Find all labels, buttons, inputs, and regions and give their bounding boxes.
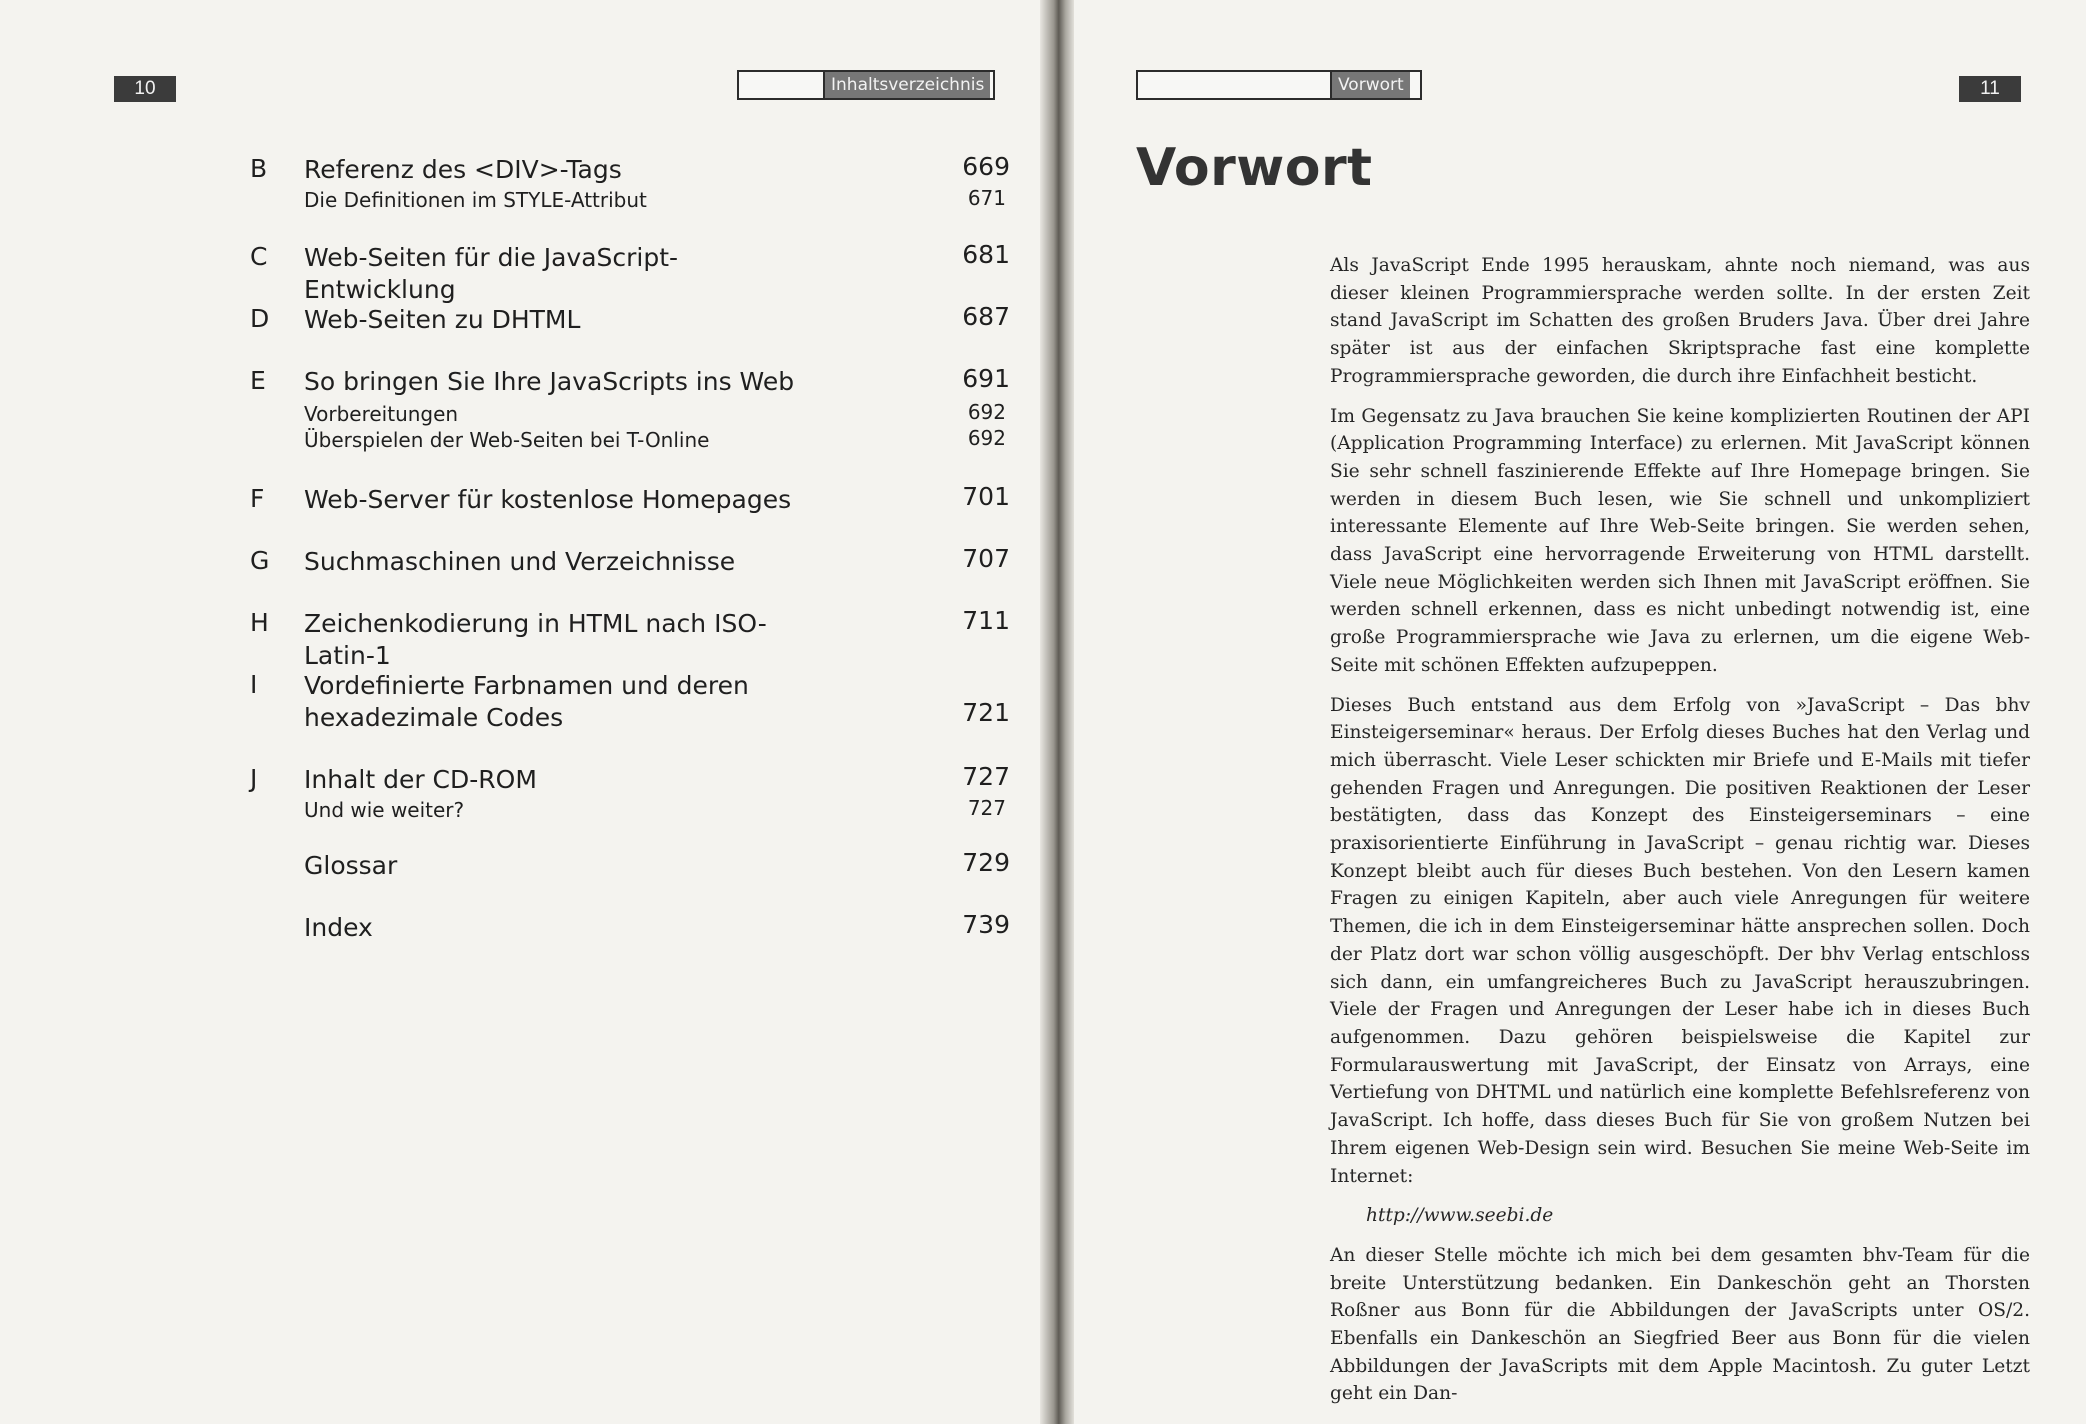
toc-sub-page: 727	[967, 796, 1006, 820]
toc-title: Web-Seiten für die JavaScript-Entwicklung	[304, 243, 679, 304]
running-head-label: Vorwort	[1330, 72, 1410, 98]
website-url: http://www.seebi.de	[1366, 1205, 1554, 1227]
toc-title: Inhalt der CD-ROM	[304, 765, 537, 794]
toc-letter: I	[250, 670, 258, 699]
toc-sub-page: 692	[967, 400, 1006, 424]
paragraph: Dieses Buch entstand aus dem Erfolg von »JavaScript – Das bhv Einsteigerseminar« heraus. Der Erfolg dieses Buches hat den Verlag und mich überrascht. Viele Leser schickten mir Briefe und E-Mails mit tiefer gehenden Fragen und Anregungen. Die positiven Reaktionen der Leser bestätigten, dass das Konzept des Einsteigerseminars – eine praxisorientierte Einführung in JavaScript – genau richtig war. Dieses Konzept bleibt auch für dieses Buch bestehen. Von den Lesern kamen Fragen zu einigen Kapiteln, aber auch viele Anregungen für weitere Themen, die ich in dem Einsteigerseminar hätte ansprechen sollen. Doch der Platz dort war schon völlig ausgeschöpft. Der bhv Verlag entschloss sich dann, ein umfangreicheres Buch zu JavaScript herauszubringen. Viele der Fragen und Anregungen der Leser habe ich in dieses Buch aufgenommen. Dazu gehören beispielsweise die Kapitel zur Formularauswertung mit JavaScript, der Einsatz von Arrays, eine Vertiefung von DHTML und natürlich eine komplette Befehlsreferenz von JavaScript. Ich hoffe, dass dieses Buch für Sie von großem Nutzen bei Ihrem eigenen Web-Design sein wird. Besuchen Sie meine Web-Seite im Internet:	[1330, 694, 2030, 1187]
toc-letter: F	[250, 484, 265, 513]
toc-title: Index	[304, 913, 373, 942]
toc-title: Glossar	[304, 851, 398, 880]
toc-letter: E	[250, 366, 266, 395]
toc-page: 739	[962, 910, 1010, 939]
toc-page: 691	[962, 364, 1010, 393]
right-page	[1074, 0, 2086, 1424]
toc-sub-title: Vorbereitungen	[304, 402, 459, 426]
page-number-right: 11	[1959, 76, 2021, 102]
toc-page: 721	[962, 698, 1010, 727]
toc-page: 701	[962, 482, 1010, 511]
running-head-blank	[1138, 72, 1330, 98]
running-head-label: Inhaltsverzeichnis	[823, 72, 990, 98]
toc-sub-page: 671	[967, 186, 1006, 210]
paragraph: Als JavaScript Ende 1995 herauskam, ahnte noch niemand, was aus dieser kleinen Programmiersprache werden sollte. In der ersten Zeit stand JavaScript im Schatten des großen Bruders Java. Über drei Jahre später ist aus der einfachen Skriptsprache fast eine komplette Programmiersprache geworden, die durch ihre Einfachheit besticht.	[1330, 255, 2030, 387]
toc-title: So bringen Sie Ihre JavaScripts ins Web	[304, 367, 795, 396]
toc-sub-title: Überspielen der Web-Seiten bei T-Online	[304, 428, 710, 452]
toc-sub-page: 692	[967, 426, 1006, 450]
toc-page: 711	[962, 606, 1010, 635]
toc-page: 687	[962, 302, 1010, 331]
toc-letter: D	[250, 304, 270, 333]
toc-title: Suchmaschinen und Verzeichnisse	[304, 547, 736, 576]
toc-title: Referenz des <DIV>-Tags	[304, 155, 622, 184]
running-head-left	[737, 70, 995, 100]
running-head-blank	[739, 72, 823, 98]
toc-title: Zeichenkodierung in HTML nach ISO-Latin-1	[304, 609, 767, 670]
book-gutter	[1040, 0, 1074, 1424]
toc-page: 707	[962, 544, 1010, 573]
toc-letter: J	[250, 764, 258, 793]
toc-letter: B	[250, 154, 268, 183]
chapter-title: Vorwort	[1136, 138, 1373, 198]
toc-letter: G	[250, 546, 270, 575]
paragraph: Im Gegensatz zu Java brauchen Sie keine komplizierten Routinen der API (Application Programming Interface) zu erlernen. Mit JavaScript können Sie sehr schnell faszinierende Effekte auf Ihre Homepage bringen. Sie werden in diesem Buch lesen, wie Sie schnell und unkompliziert interessante Elemente auf Ihre Web-Seite bringen. Sie werden sehen, dass JavaScript eine hervorragende Erweiterung von HTML darstellt. Viele neue Möglichkeiten werden sich Ihnen mit JavaScript eröffnen. Sie werden schnell erkennen, dass es nicht unbedingt notwendig ist, eine große Programmiersprache wie Java zu erlernen, um die eigene Web-Seite mit schönen Effekten aufzupeppen.	[1330, 405, 2030, 676]
toc-page: 669	[962, 152, 1010, 181]
toc-title: Web-Server für kostenlose Homepages	[304, 485, 792, 514]
toc-sub-title: Und wie weiter?	[304, 798, 465, 822]
body-text	[1330, 252, 2030, 1420]
running-head-right	[1136, 70, 1422, 100]
toc-sub-title: Die Definitionen im STYLE-Attribut	[304, 188, 647, 212]
toc-page: 729	[962, 848, 1010, 877]
toc-letter: C	[250, 242, 268, 271]
toc-page: 727	[962, 762, 1010, 791]
toc-title: Vordefinierte Farbnamen und deren hexadezimale Codes	[304, 671, 749, 732]
toc-letter: H	[250, 608, 269, 637]
paragraph: An dieser Stelle möchte ich mich bei dem gesamten bhv-Team für die breite Unterstützung bedanken. Ein Dankeschön geht an Thorsten Roßner aus Bonn für die Abbildungen der JavaScripts unter OS/2. Ebenfalls ein Dankeschön an Siegfried Beer aus Bonn für die vielen Abbildungen der JavaScripts mit dem Apple Macintosh. Zu guter Letzt geht ein Dan-	[1330, 1244, 2030, 1405]
toc-title: Web-Seiten zu DHTML	[304, 305, 581, 334]
page-number-left: 10	[114, 76, 176, 102]
toc-page: 681	[962, 240, 1010, 269]
